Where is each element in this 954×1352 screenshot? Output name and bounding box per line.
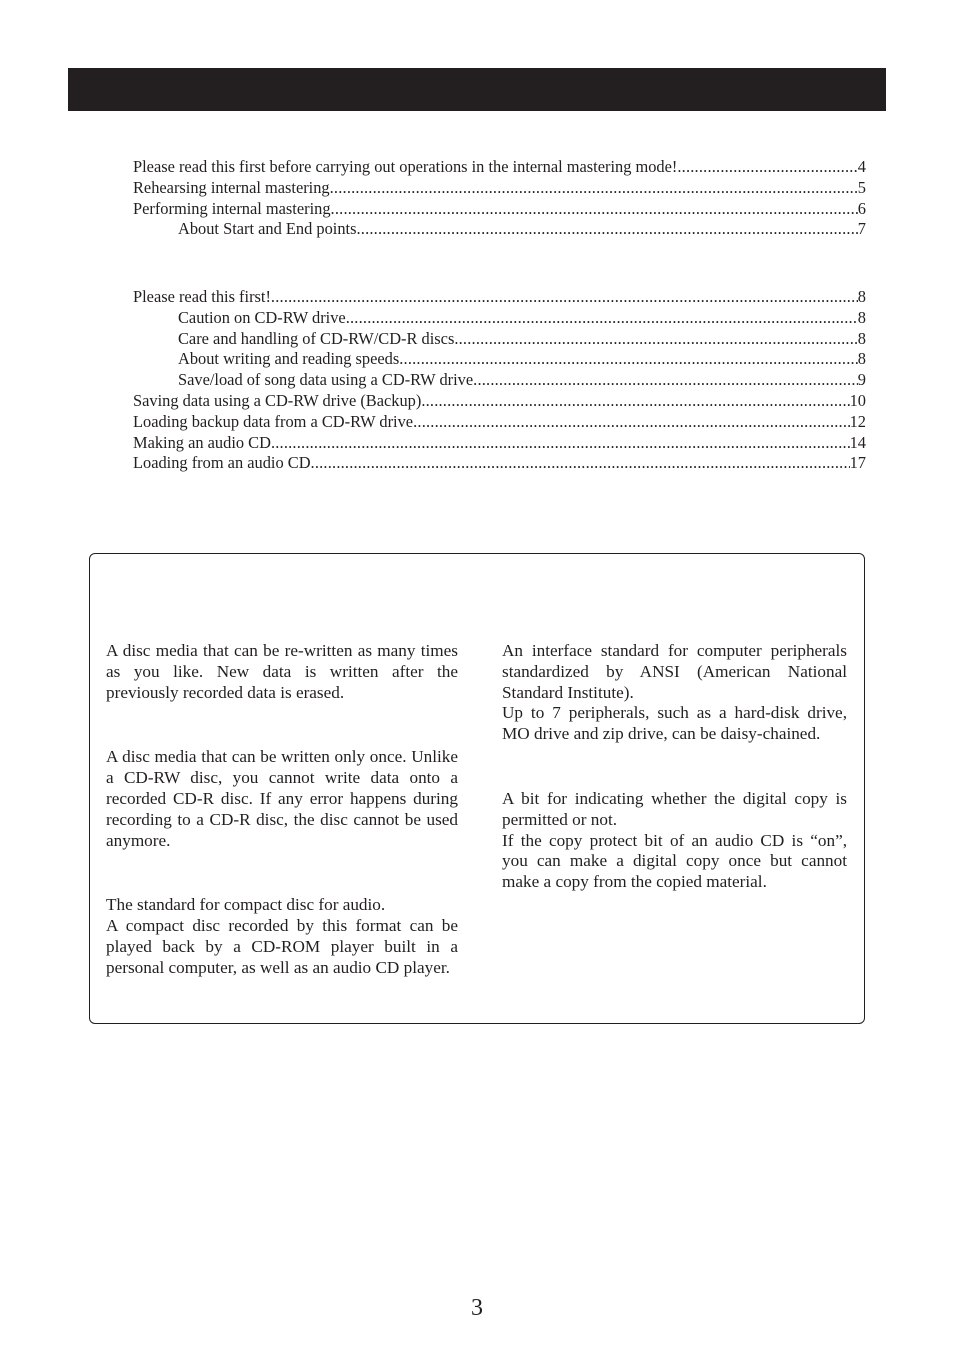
toc-entry xyxy=(133,433,866,454)
toc-entry xyxy=(133,391,866,412)
toc-entry-title: Loading backup data from a CD-RW drive xyxy=(133,411,414,431)
toc-leader-dots xyxy=(331,199,858,220)
toc-internal-mastering xyxy=(133,157,866,240)
toc-cd-rw-drive xyxy=(133,287,866,474)
toc-entry-title: About writing and reading speeds xyxy=(178,349,400,369)
toc-entry-title: Making an audio CD xyxy=(133,432,271,452)
toc-entry-page: 8 xyxy=(857,287,866,306)
toc-entry-page: 5 xyxy=(857,177,866,197)
toc-leader-dots xyxy=(311,453,850,474)
toc-leader-dots xyxy=(356,219,857,240)
toc-entry xyxy=(133,349,866,370)
toc-leader-dots xyxy=(677,157,857,178)
glossary-entry xyxy=(502,789,847,893)
toc-entry-title: Performing internal mastering xyxy=(133,198,331,218)
toc-leader-dots xyxy=(421,391,849,412)
glossary-entry xyxy=(106,641,458,703)
glossary-definition-text: An interface standard for computer peripherals standardized by ANSI (American National Standard Institute). xyxy=(502,641,847,702)
toc-entry xyxy=(133,412,866,433)
toc-entry xyxy=(133,308,866,329)
toc-entry-title: Caution on CD-RW drive xyxy=(178,307,346,327)
toc-leader-dots xyxy=(399,349,858,370)
toc-leader-dots xyxy=(413,412,850,433)
glossary-definition-text: A disc media that can be written only once. Unlike a CD-RW disc, you cannot write data onto a recorded CD-R disc. If any error happens during recording to a CD-R disc, the disc cannot be used anymore. xyxy=(106,747,458,850)
toc-entry xyxy=(133,287,866,308)
toc-entry xyxy=(133,370,866,391)
toc-entry-page: 8 xyxy=(857,349,866,369)
toc-entry-page: 4 xyxy=(857,157,866,176)
glossary-definition-text: A bit for indicating whether the digital copy is permitted or not. xyxy=(502,788,847,829)
toc-leader-dots xyxy=(473,370,858,391)
glossary-definition-text: Up to 7 peripherals, such as a hard-disk drive, MO drive and zip drive, can be daisy-chained. xyxy=(502,703,847,744)
toc-entry-title: Loading from an audio CD xyxy=(133,453,311,473)
glossary-definition-text: A disc media that can be re-written as many times as you like. New data is written after the previously recorded data is erased. xyxy=(106,641,458,702)
toc-entry-title: About Start and End points xyxy=(178,219,357,239)
toc-entry xyxy=(133,199,866,220)
toc-leader-dots xyxy=(346,308,858,329)
toc-entry-page: 10 xyxy=(849,390,866,410)
glossary-entry xyxy=(502,641,847,745)
toc-entry-page: 17 xyxy=(849,453,866,473)
glossary-definition-text: If the copy protect bit of an audio CD is “on”, you can make a digital copy once but cannot make a copy from the copied material. xyxy=(502,830,847,892)
toc-entry-page: 9 xyxy=(857,370,866,390)
glossary-right-column xyxy=(502,641,847,893)
toc-entry-title: Saving data using a CD-RW drive (Backup) xyxy=(133,390,422,410)
section-header-bar xyxy=(68,68,886,111)
toc-entry-page: 8 xyxy=(857,307,866,327)
glossary-definition-text: The standard for compact disc for audio. xyxy=(106,895,386,915)
toc-leader-dots xyxy=(454,329,857,350)
glossary-left-column xyxy=(106,641,458,979)
toc-entry xyxy=(133,157,866,178)
toc-leader-dots xyxy=(330,178,858,199)
glossary-entry xyxy=(106,895,458,978)
toc-leader-dots xyxy=(271,287,858,308)
toc-entry xyxy=(133,329,866,350)
toc-entry xyxy=(133,453,866,474)
toc-entry-title: Please read this first! xyxy=(133,287,271,306)
page-number: 3 xyxy=(471,1295,483,1321)
toc-entry-page: 12 xyxy=(849,411,866,431)
toc-entry-title: Care and handling of CD-RW/CD-R discs xyxy=(178,328,455,348)
toc-entry-page: 6 xyxy=(857,198,866,218)
glossary-definition-text: A compact disc recorded by this format can be played back by a CD-ROM player built in a personal computer, as well as an audio CD player. xyxy=(106,916,458,977)
toc-entry-title: Rehearsing internal mastering xyxy=(133,177,330,197)
toc-entry-page: 8 xyxy=(857,328,866,348)
toc-entry-title: Please read this first before carrying out operations in the internal mastering mode! xyxy=(133,157,678,176)
toc-leader-dots xyxy=(271,433,850,454)
toc-entry-page: 7 xyxy=(857,219,866,239)
glossary-entry xyxy=(106,747,458,851)
toc-entry-page: 14 xyxy=(849,432,866,452)
toc-entry xyxy=(133,219,866,240)
toc-entry xyxy=(133,178,866,199)
toc-entry-title: Save/load of song data using a CD-RW drive xyxy=(178,370,474,390)
